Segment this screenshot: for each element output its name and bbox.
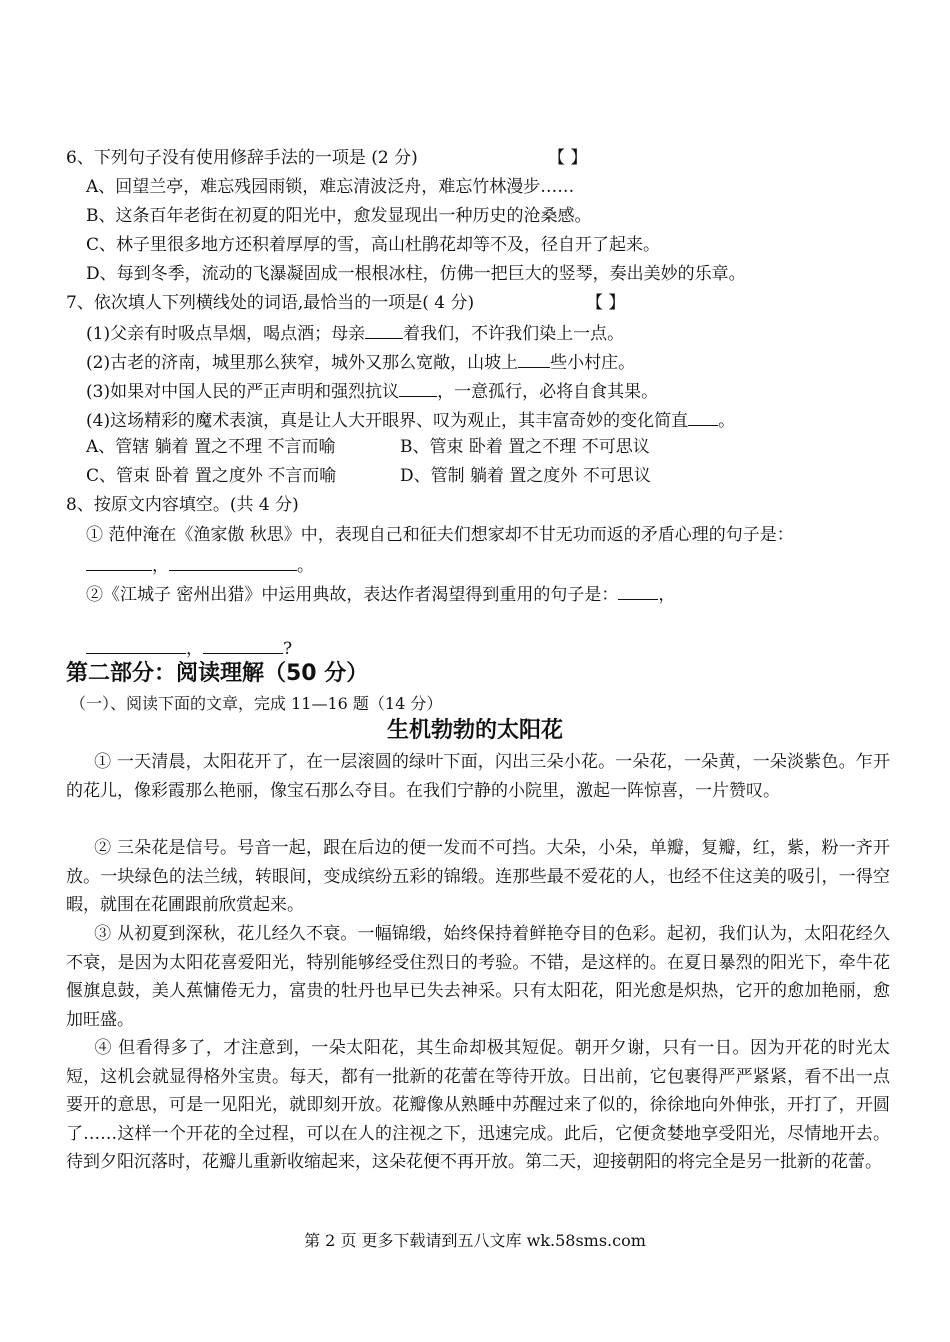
q7-sentence-4: (4)这场精彩的魔术表演，真是让人大开眼界、叹为观止，其丰富奇妙的变化简直 。 (86, 408, 735, 432)
blank-5[interactable] (86, 553, 152, 571)
q8-item-1-blanks: ， 。 (86, 553, 314, 577)
article-paragraph-2: ② 三朵花是信号。号音一起，跟在后边的便一发而不可挡。大朵，小朵，单瓣，复瓣，红，紫，粉一齐开放。一块绿色的法兰绒，转眼间，变成缤纷五彩的锦缎。连那些最不爱花的人，也经不住这美的吸引，一得空暇，就围在花圃跟前欣赏起来。 (66, 838, 890, 915)
q7-sentence-2: (2)古老的济南，城里那么狭窄，城外又那么宽敞，山坡上 些小村庄。 (86, 350, 635, 374)
blank-6[interactable] (169, 553, 297, 571)
q7-option-a: A、管辖 躺着 置之不理 不言而喻 (86, 437, 336, 457)
q8-stem: 8、按原文内容填空。(共 4 分) (66, 495, 299, 515)
q7-sentence-3: (3)如果对中国人民的严正声明和强烈抗议 ，一意孤行，必将自食其果。 (86, 379, 658, 403)
q6-stem: 6、下列句子没有使用修辞手法的一项是 (2 分) (66, 148, 418, 168)
q8-item-2-blanks: ， ? (86, 636, 292, 660)
reading-intro: （一）、阅读下面的文章，完成 11—16 题（14 分） (70, 694, 443, 713)
blank-9[interactable] (203, 636, 283, 654)
q7-sentence-1: (1)父亲有时吸点旱烟，喝点酒；母亲 着我们，不许我们染上一点。 (86, 321, 624, 345)
page-footer: 第 2 页 更多下载请到五八文库 wk.58sms.com (304, 1231, 646, 1250)
q7-answer-bracket: 【 】 (586, 293, 626, 313)
q6-option-c: C、林子里很多地方还积着厚厚的雪，高山杜鹃花却等不及，径自开了起来。 (86, 235, 661, 255)
q7-option-b: B、管束 卧着 置之不理 不可思议 (400, 437, 650, 457)
article-paragraph-4: ④ 但看得多了，才注意到，一朵太阳花，其生命却极其短促。朝开夕谢，只有一日。因为开花的时光太短，这机会就显得格外宝贵。每天，都有一批新的花蕾在等待开放。日出前，它包裹得严严紧紧，看不出一点要开的意思，可是一见阳光，就即刻开放。花瓣像从熟睡中苏醒过来了似的，徐徐地向外伸张，开打了，开圆了……这样一个开花的全过程，可以在人的注视之下，迅速完成。此后，它便贪婪地享受阳光，尽情地开去。待到夕阳沉落时，花瓣儿重新收缩起来，这朵花便不再开放。第二天，迎接朝阳的将完全是另一批新的花蕾。 (66, 1038, 890, 1172)
blank-4[interactable] (688, 408, 718, 426)
blank-1[interactable] (365, 321, 403, 339)
q7-stem: 7、依次填人下列横线处的词语,最恰当的一项是( 4 分) (66, 293, 475, 313)
section-heading: 第二部分：阅读理解（50 分） (66, 661, 369, 686)
q6-option-a: A、回望兰亭，难忘残园雨锁，难忘清波泛舟，难忘竹林漫步…… (86, 177, 575, 197)
q6-option-b: B、这条百年老街在初夏的阳光中，愈发显现出一种历史的沧桑感。 (86, 206, 592, 226)
q8-item-2: ②《江城子 密州出猎》中运用典故，表达作者渴望得到重用的句子是： ， (86, 582, 675, 606)
q8-item-1: ① 范仲淹在《渔家傲 秋思》中，表现自己和征夫们想家却不甘无功而返的矛盾心理的句子是： (86, 525, 794, 545)
q7-option-d: D、管制 躺着 置之度外 不可思议 (400, 466, 651, 486)
q6-answer-bracket: 【 】 (548, 148, 588, 168)
blank-8[interactable] (86, 636, 186, 654)
blank-3[interactable] (399, 379, 437, 397)
q6-option-d: D、每到冬季，流动的飞瀑凝固成一根根冰柱，仿佛一把巨大的竖琴，奏出美妙的乐章。 (86, 264, 746, 284)
article-paragraph-1: ① 一天清晨，太阳花开了，在一层滚圆的绿叶下面，闪出三朵小花。一朵花，一朵黄，一朵淡紫色。乍开的花儿，像彩霞那么艳丽，像宝石那么夺目。在我们宁静的小院里，激起一阵惊喜，一片赞叹。 (66, 752, 890, 801)
article-title: 生机勃勃的太阳花 (386, 718, 563, 743)
blank-2[interactable] (518, 350, 550, 368)
blank-7[interactable] (618, 582, 658, 600)
article-paragraph-3: ③ 从初夏到深秋，花儿经久不衰。一幅锦缎，始终保持着鲜艳夺目的色彩。起初，我们认为，太阳花经久不衰，是因为太阳花喜爱阳光，特别能够经受住烈日的考验。不错，是这样的。在夏日暴烈的阳光下，牵牛花偃旗息鼓，美人蕉慵倦无力，富贵的牡丹也早已失去神采。只有太阳花，阳光愈是炽热，它开的愈加艳丽，愈加旺盛。 (66, 924, 890, 1030)
q7-option-c: C、管束 卧着 置之度外 不言而喻 (86, 466, 337, 486)
